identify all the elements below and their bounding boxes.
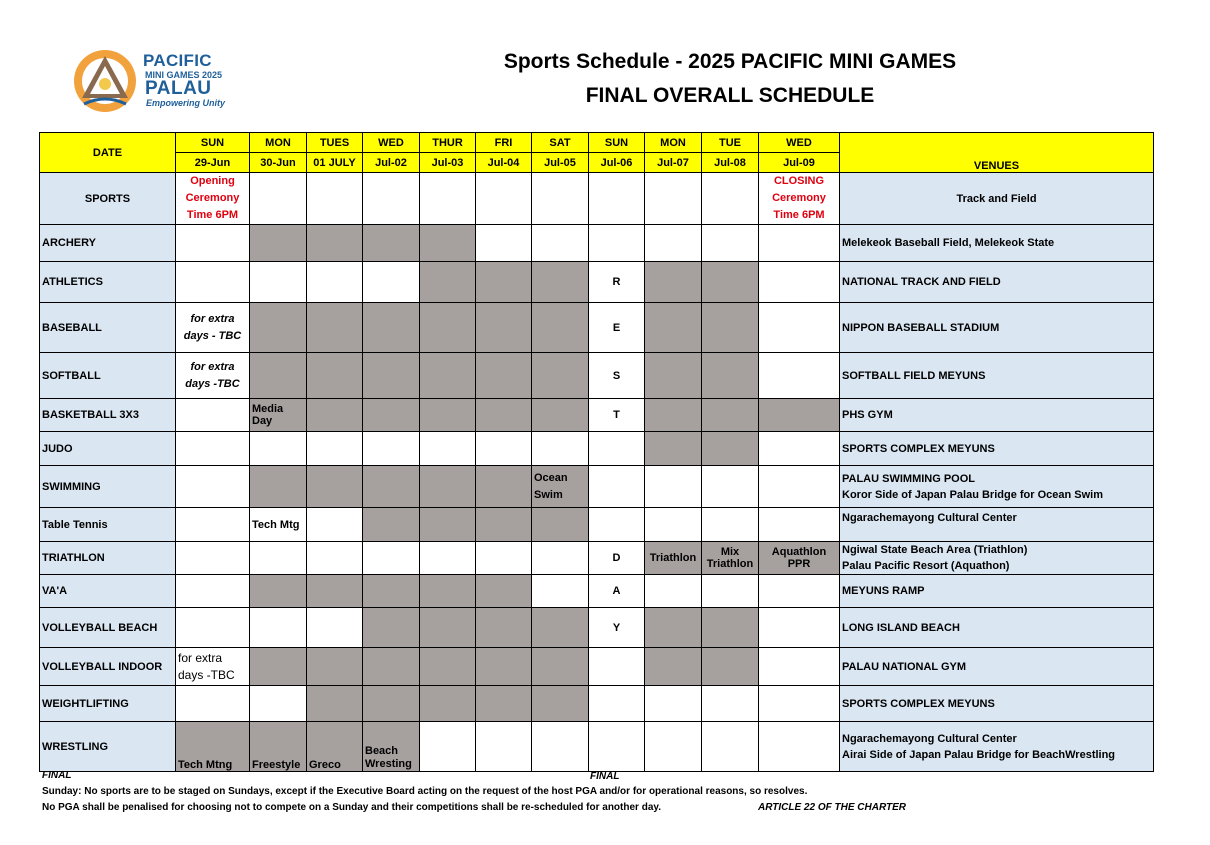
table-row bbox=[40, 648, 1154, 686]
note-line: days -TBC bbox=[178, 667, 235, 682]
closing-line: Ceremony bbox=[772, 192, 826, 204]
date-cell: 29-Jun bbox=[176, 153, 250, 173]
page-title: Sports Schedule - 2025 PACIFIC MINI GAMES bbox=[503, 50, 957, 73]
date-cell: 30-Jun bbox=[250, 153, 307, 173]
event-cell bbox=[363, 722, 420, 772]
venue-line: PALAU SWIMMING POOL bbox=[842, 472, 976, 485]
date-cell: Jul-02 bbox=[363, 153, 420, 173]
pacific-mini-games-logo bbox=[70, 46, 230, 116]
note-line: Ocean bbox=[534, 471, 568, 484]
day-header: MON bbox=[645, 133, 702, 153]
sport-name: Table Tennis bbox=[40, 508, 176, 542]
logo-text-palau: PALAU bbox=[145, 78, 212, 99]
sport-name: BASEBALL bbox=[40, 303, 176, 353]
table-row bbox=[40, 466, 1154, 508]
sport-name: VOLLEYBALL BEACH bbox=[40, 608, 176, 648]
day-header: WED bbox=[759, 133, 840, 153]
footer-note-sunday: Sunday: No sports are to be staged on Sundays, except if the Executive Board acting on the request of the host PGA and/or for operational reasons, so resolves. bbox=[42, 786, 808, 797]
event-line: Mix bbox=[720, 546, 740, 558]
venue-cell: MEYUNS RAMP bbox=[840, 575, 1154, 608]
opening-line: Ceremony bbox=[185, 192, 240, 204]
sport-name: VA'A bbox=[40, 575, 176, 608]
closing-ceremony-cell bbox=[759, 173, 840, 225]
day-header: MON bbox=[250, 133, 307, 153]
note-cell: Media Day bbox=[250, 399, 307, 432]
venue-cell: Ngarachemayong Cultural Center bbox=[840, 508, 1154, 542]
sports-label: SPORTS bbox=[40, 173, 176, 225]
event-line: Triathlon bbox=[706, 558, 754, 570]
note-line: days -TBC bbox=[185, 377, 240, 390]
footer-note-pga: No PGA shall be penalised for choosing not to compete on a Sunday and their competitions shall be re-scheduled for another day. bbox=[42, 802, 661, 813]
rest-day-letter: D bbox=[589, 542, 645, 575]
note-cell bbox=[532, 466, 589, 508]
opening-line: Time 6PM bbox=[186, 209, 239, 221]
venue-cell: LONG ISLAND BEACH bbox=[840, 608, 1154, 648]
day-header: SAT bbox=[532, 133, 589, 153]
rest-day-letter: Y bbox=[589, 608, 645, 648]
logo-emblem-icon bbox=[70, 46, 140, 116]
final-label-left: FINAL bbox=[42, 770, 72, 781]
rest-day-letter: S bbox=[589, 353, 645, 399]
date-header: DATE bbox=[40, 133, 176, 173]
event-cell: Tech Mtng bbox=[176, 722, 250, 772]
day-header: THUR bbox=[420, 133, 476, 153]
event-cell: Triathlon bbox=[645, 542, 702, 575]
sport-name: TRIATHLON bbox=[40, 542, 176, 575]
table-row bbox=[40, 508, 1154, 542]
table-row bbox=[40, 722, 1154, 772]
venue-line: Palau Pacific Resort (Aquathon) bbox=[842, 560, 1010, 572]
venue-cell bbox=[840, 542, 1154, 575]
note-cell bbox=[176, 303, 250, 353]
day-header: TUE bbox=[702, 133, 759, 153]
table-row bbox=[40, 262, 1154, 303]
event-line: Beach bbox=[365, 745, 399, 757]
date-cell: Jul-03 bbox=[420, 153, 476, 173]
table-row bbox=[40, 353, 1154, 399]
date-cell: Jul-07 bbox=[645, 153, 702, 173]
logo-text-mini-games: MINI GAMES 2025 bbox=[145, 70, 223, 80]
sport-name: BASKETBALL 3X3 bbox=[40, 399, 176, 432]
page-subtitle: FINAL OVERALL SCHEDULE bbox=[585, 84, 875, 107]
event-line: Wresting bbox=[365, 758, 412, 770]
venue-cell: NIPPON BASEBALL STADIUM bbox=[840, 303, 1154, 353]
venue-line: Ngarachemayong Cultural Center bbox=[842, 732, 1017, 745]
venue-line: Ngiwal State Beach Area (Triathlon) bbox=[842, 544, 1028, 556]
note-line: for extra bbox=[178, 650, 223, 665]
closing-line: CLOSING bbox=[773, 175, 825, 187]
day-header: WED bbox=[363, 133, 420, 153]
opening-ceremony-cell bbox=[176, 173, 250, 225]
event-cell: Freestyle bbox=[250, 722, 307, 772]
logo-text-pacific: PACIFIC bbox=[143, 51, 212, 70]
rest-day-letter: T bbox=[589, 399, 645, 432]
sport-name: ATHLETICS bbox=[40, 262, 176, 303]
event-cell: Greco bbox=[307, 722, 363, 772]
note-cell bbox=[176, 353, 250, 399]
date-cell: Jul-08 bbox=[702, 153, 759, 173]
venue-cell: SPORTS COMPLEX MEYUNS bbox=[840, 686, 1154, 722]
venue-cell bbox=[840, 722, 1154, 772]
note-line: Swim bbox=[534, 488, 563, 501]
final-label-mid: FINAL bbox=[590, 771, 620, 782]
note-line: for extra bbox=[190, 312, 235, 325]
date-cell: Jul-04 bbox=[476, 153, 532, 173]
sport-name: WEIGHTLIFTING bbox=[40, 686, 176, 722]
sport-name: VOLLEYBALL INDOOR bbox=[40, 648, 176, 686]
venue-line: Airai Side of Japan Palau Bridge for BeachWrestling bbox=[842, 748, 1116, 761]
table-row bbox=[40, 225, 1154, 262]
note-cell bbox=[176, 648, 250, 686]
footer-article: ARTICLE 22 OF THE CHARTER bbox=[758, 802, 906, 813]
day-header: FRI bbox=[476, 133, 532, 153]
note-cell: Tech Mtg bbox=[250, 508, 307, 542]
venue-cell: PALAU NATIONAL GYM bbox=[840, 648, 1154, 686]
sport-name: JUDO bbox=[40, 432, 176, 466]
sport-name: ARCHERY bbox=[40, 225, 176, 262]
date-cell: 01 JULY bbox=[307, 153, 363, 173]
venue-cell: PHS GYM bbox=[840, 399, 1154, 432]
venue-cell: SPORTS COMPLEX MEYUNS bbox=[840, 432, 1154, 466]
venue-cell: NATIONAL TRACK AND FIELD bbox=[840, 262, 1154, 303]
table-row bbox=[40, 686, 1154, 722]
rest-day-letter: A bbox=[589, 575, 645, 608]
sport-name: SWIMMING bbox=[40, 466, 176, 508]
table-row bbox=[40, 399, 1154, 432]
date-cell: Jul-09 bbox=[759, 153, 840, 173]
note-line: days - TBC bbox=[183, 329, 242, 342]
event-cell: Aquathlon PPR bbox=[759, 542, 840, 575]
opening-line: Opening bbox=[190, 175, 235, 187]
date-cell: Jul-05 bbox=[532, 153, 589, 173]
venues-header: VENUES bbox=[840, 133, 1154, 173]
event-cell bbox=[702, 542, 759, 575]
rest-day-letter: E bbox=[589, 303, 645, 353]
table-row bbox=[40, 432, 1154, 466]
sport-name: SOFTBALL bbox=[40, 353, 176, 399]
venue-cell: Track and Field bbox=[840, 173, 1154, 225]
venue-cell: Melekeok Baseball Field, Melekeok State bbox=[840, 225, 1154, 262]
table-row bbox=[40, 575, 1154, 608]
venue-line: Koror Side of Japan Palau Bridge for Ocean Swim bbox=[842, 488, 1104, 501]
day-header: SUN bbox=[589, 133, 645, 153]
logo-tagline: Empowering Unity bbox=[146, 98, 226, 108]
venue-cell: SOFTBALL FIELD MEYUNS bbox=[840, 353, 1154, 399]
table-row bbox=[40, 542, 1154, 575]
rest-day-letter: R bbox=[589, 262, 645, 303]
sports-row bbox=[40, 173, 1154, 225]
closing-line: Time 6PM bbox=[773, 209, 825, 221]
day-header: TUES bbox=[307, 133, 363, 153]
sport-name: WRESTLING bbox=[40, 722, 176, 772]
header-days-row bbox=[40, 133, 1154, 153]
date-cell: Jul-06 bbox=[589, 153, 645, 173]
note-line: for extra bbox=[190, 360, 235, 373]
venue-cell bbox=[840, 466, 1154, 508]
schedule-table bbox=[39, 132, 1154, 772]
day-header: SUN bbox=[176, 133, 250, 153]
table-row bbox=[40, 608, 1154, 648]
table-row bbox=[40, 303, 1154, 353]
